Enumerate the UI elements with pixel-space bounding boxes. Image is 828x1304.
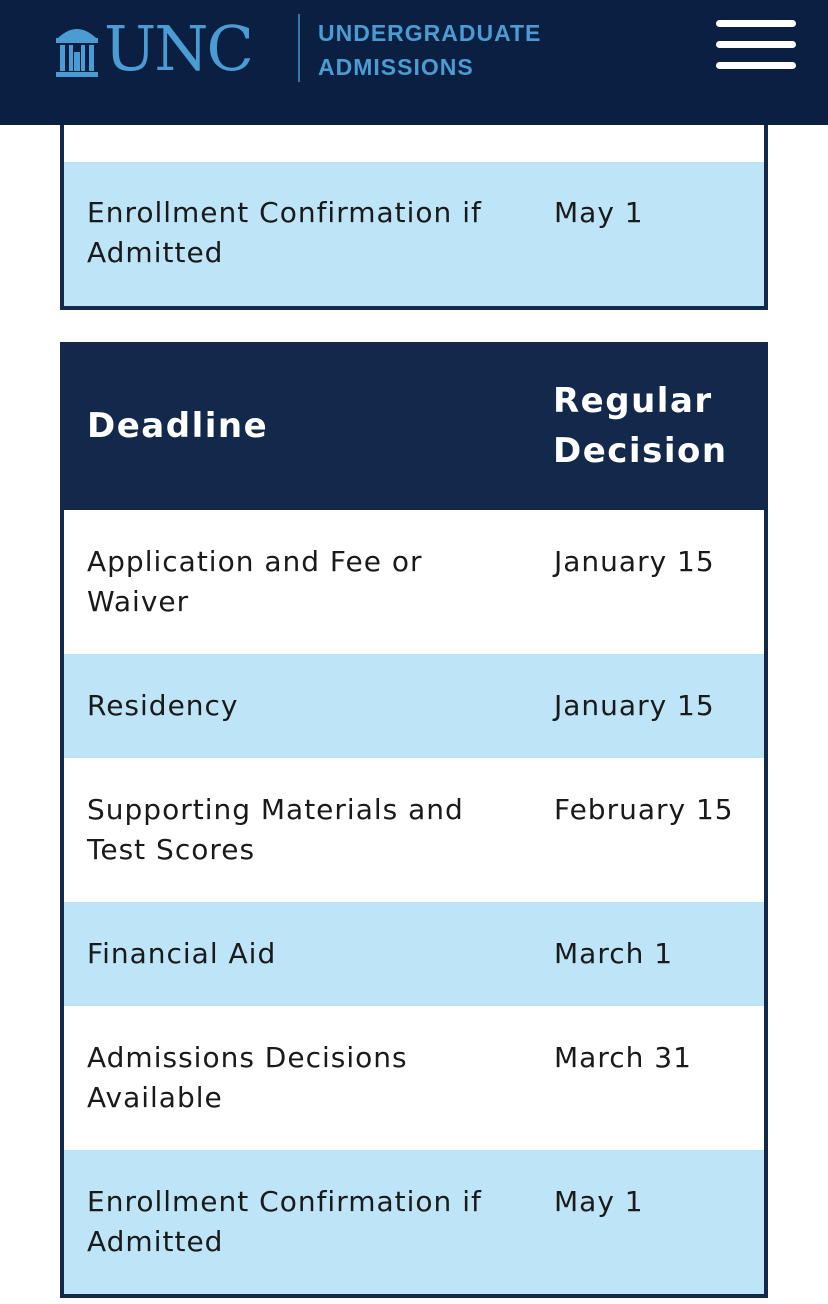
unc-logo[interactable] bbox=[54, 14, 252, 84]
logo-subtitle-line2: ADMISSIONS bbox=[318, 54, 474, 80]
hamburger-menu-icon[interactable] bbox=[716, 20, 796, 70]
menu-bar bbox=[716, 62, 796, 69]
menu-bar bbox=[716, 20, 796, 27]
table-row bbox=[64, 1150, 764, 1294]
regular-decision-column-header: Regular Decision bbox=[553, 381, 728, 471]
early-action-table-bottom bbox=[60, 125, 768, 310]
site-header bbox=[0, 0, 828, 125]
deadline-date: May 1 bbox=[554, 196, 644, 229]
deadline-date: May 1 bbox=[554, 1185, 644, 1218]
deadline-label: Application and Fee or Waiver bbox=[87, 545, 423, 618]
deadline-date: January 15 bbox=[554, 545, 715, 578]
table-row bbox=[64, 654, 764, 758]
deadline-column-header: Deadline bbox=[87, 406, 269, 446]
table-row bbox=[64, 125, 764, 162]
menu-bar bbox=[716, 41, 796, 48]
deadline-date: February 15 bbox=[554, 793, 734, 826]
logo-divider bbox=[298, 14, 300, 82]
deadline-label: Financial Aid bbox=[87, 937, 277, 970]
deadline-label: Enrollment Confirmation if Admitted bbox=[87, 1185, 482, 1258]
old-well-icon bbox=[54, 22, 100, 78]
table-row bbox=[64, 1006, 764, 1150]
table-row bbox=[64, 902, 764, 1006]
deadline-date: March 31 bbox=[554, 1041, 692, 1074]
deadline-date: January 15 bbox=[554, 689, 715, 722]
deadline-label: Admissions Decisions Available bbox=[87, 1041, 408, 1114]
table-header bbox=[64, 342, 764, 510]
deadline-label: Enrollment Confirmation if Admitted bbox=[87, 196, 482, 269]
deadline-label: Residency bbox=[87, 689, 239, 722]
regular-decision-table bbox=[60, 342, 768, 1298]
table-row bbox=[64, 758, 764, 902]
logo-subtitle[interactable] bbox=[318, 16, 541, 84]
logo-wordmark: UNC bbox=[104, 12, 252, 85]
table-row bbox=[64, 510, 764, 654]
table-row bbox=[64, 162, 764, 306]
logo-subtitle-line1: UNDERGRADUATE bbox=[318, 20, 542, 46]
deadline-date: March 1 bbox=[554, 937, 674, 970]
deadline-label: Supporting Materials and Test Scores bbox=[87, 793, 464, 866]
